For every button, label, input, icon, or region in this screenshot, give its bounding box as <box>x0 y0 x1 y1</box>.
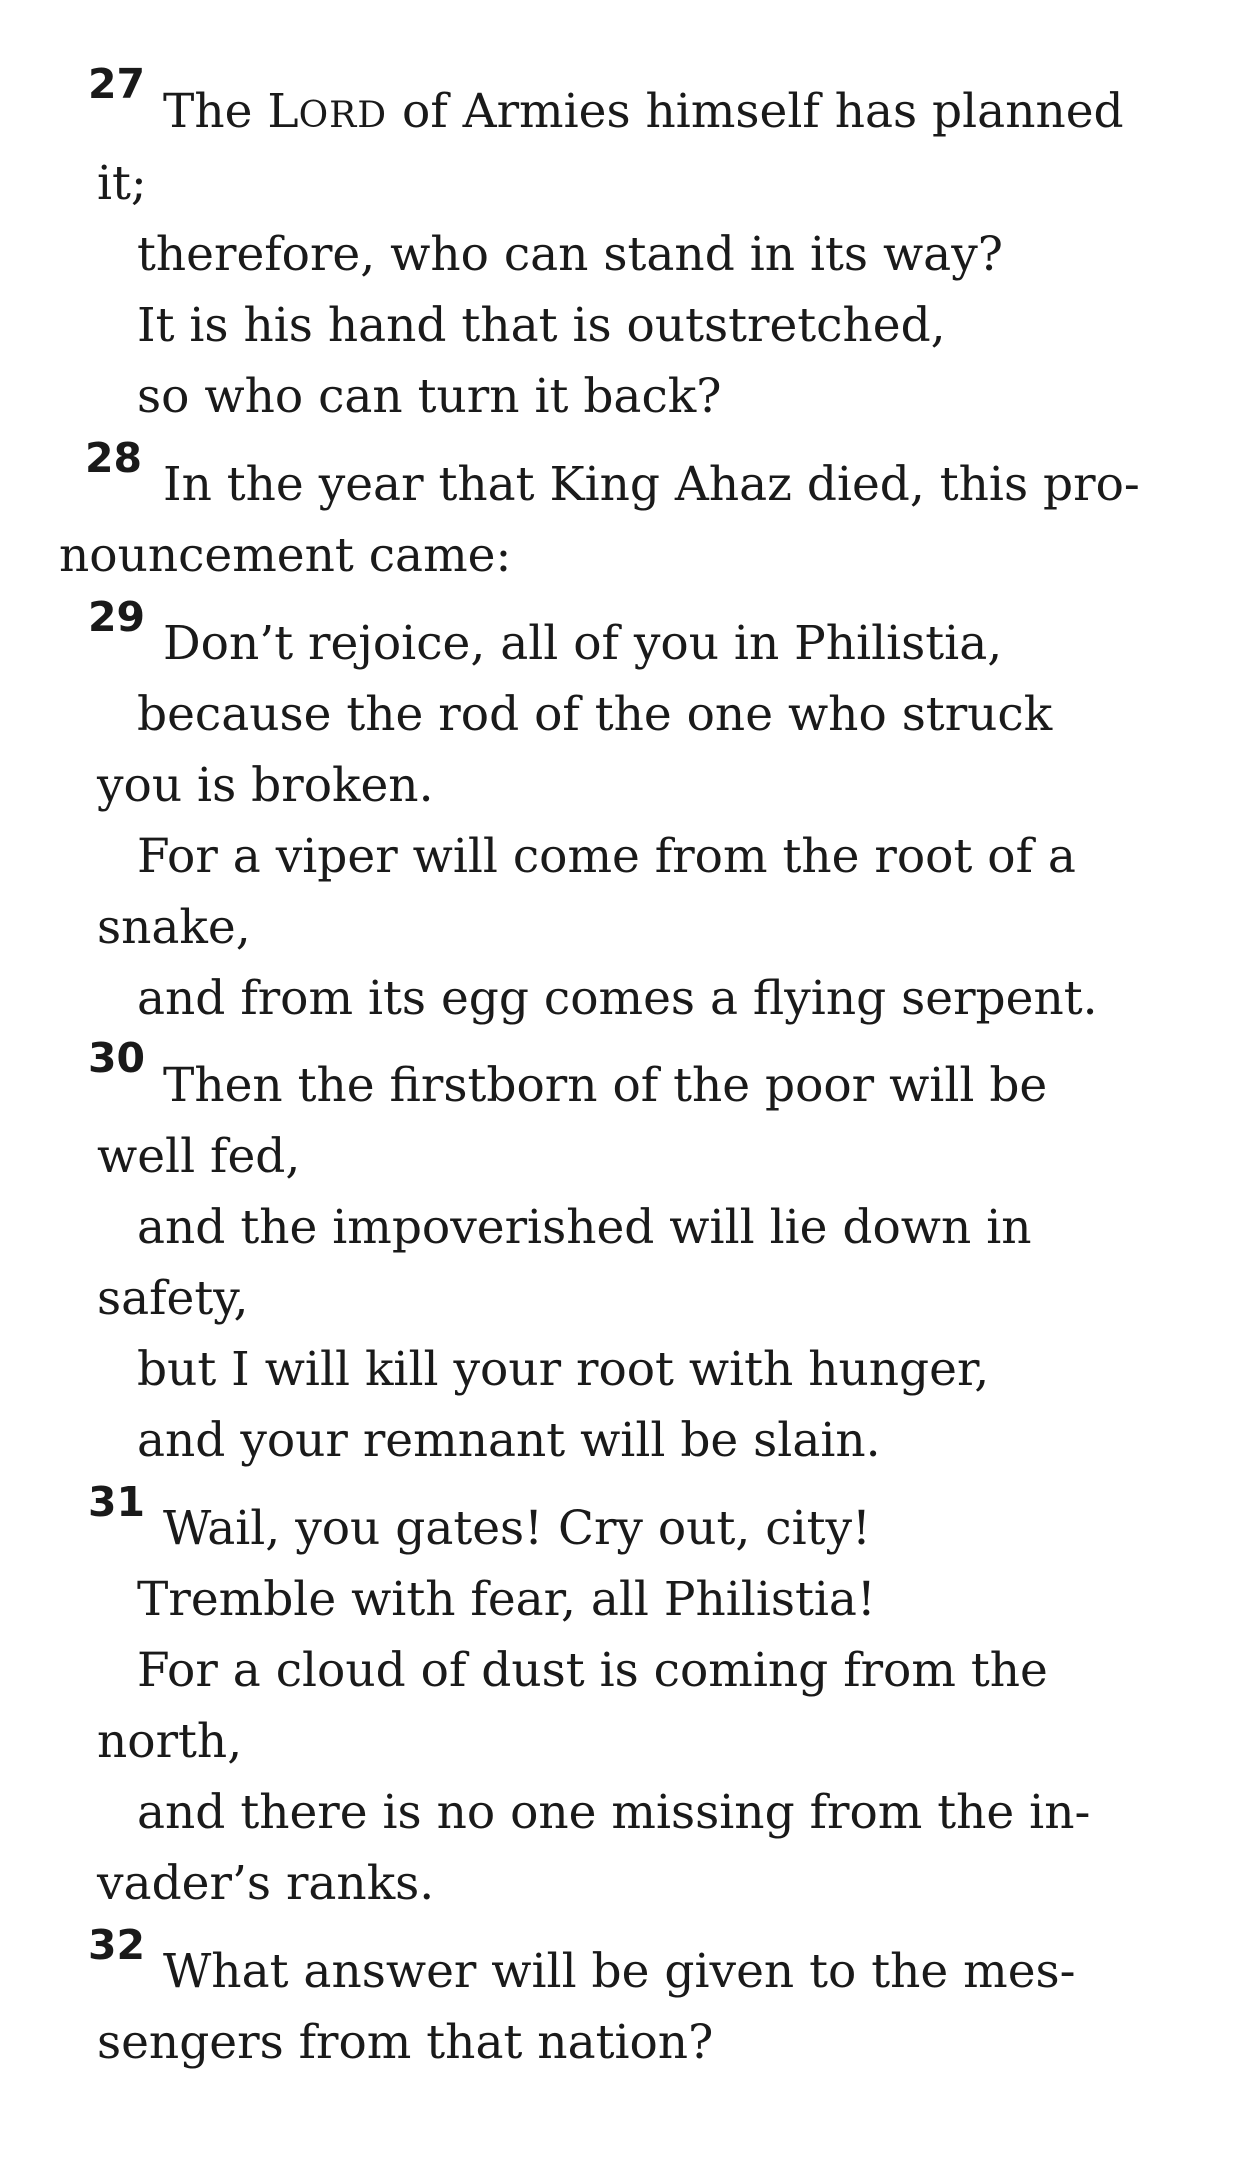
verse-line: What answer will be given to the mes- <box>163 1944 1076 1999</box>
verse-line: you is broken. <box>97 758 434 813</box>
verse-number: 30 <box>88 1034 146 1082</box>
verse-line: Wail, you gates! Cry out, city! <box>163 1501 871 1556</box>
verse-number: 28 <box>85 434 143 482</box>
verse-line: nouncement came: <box>59 528 512 583</box>
verse-line: It is his hand that is outstretched, <box>137 298 946 353</box>
verse-line: The LORD of Armies himself has planned <box>163 84 1124 139</box>
verse-number: 27 <box>88 60 146 108</box>
verse-number: 29 <box>88 593 146 641</box>
verse-line: For a viper will come from the root of a <box>137 829 1076 884</box>
verse-number: 31 <box>88 1478 146 1526</box>
verse-line: because the rod of the one who struck <box>137 687 1053 742</box>
verse-line: therefore, who can stand in its way? <box>137 227 1003 282</box>
verse-line: but I will kill your root with hunger, <box>137 1342 990 1397</box>
verse-line: and from its egg comes a flying serpent. <box>137 971 1098 1026</box>
verse-line: north, <box>97 1714 243 1769</box>
verse-number: 32 <box>88 1921 146 1969</box>
verse-line: Tremble with fear, all Philistia! <box>137 1572 876 1627</box>
verse-line: In the year that King Ahaz died, this pro- <box>163 457 1140 512</box>
verse-line: it; <box>97 156 147 211</box>
verse-line: For a cloud of dust is coming from the <box>137 1643 1048 1698</box>
verse-line: so who can turn it back? <box>137 369 722 424</box>
verse-line: and there is no one missing from the in- <box>137 1785 1091 1840</box>
verse-line: and the impoverished will lie down in <box>137 1200 1032 1255</box>
verse-line: sengers from that nation? <box>97 2015 714 2070</box>
verse-line: Then the firstborn of the poor will be <box>163 1058 1048 1113</box>
verse-line: and your remnant will be slain. <box>137 1413 881 1468</box>
verse-line: snake, <box>97 900 251 955</box>
verse-line: vader’s ranks. <box>97 1856 435 1911</box>
verse-line: Don’t rejoice, all of you in Philistia, <box>163 616 1003 671</box>
verse-line: well fed, <box>97 1129 301 1184</box>
verse-line: safety, <box>97 1271 249 1326</box>
